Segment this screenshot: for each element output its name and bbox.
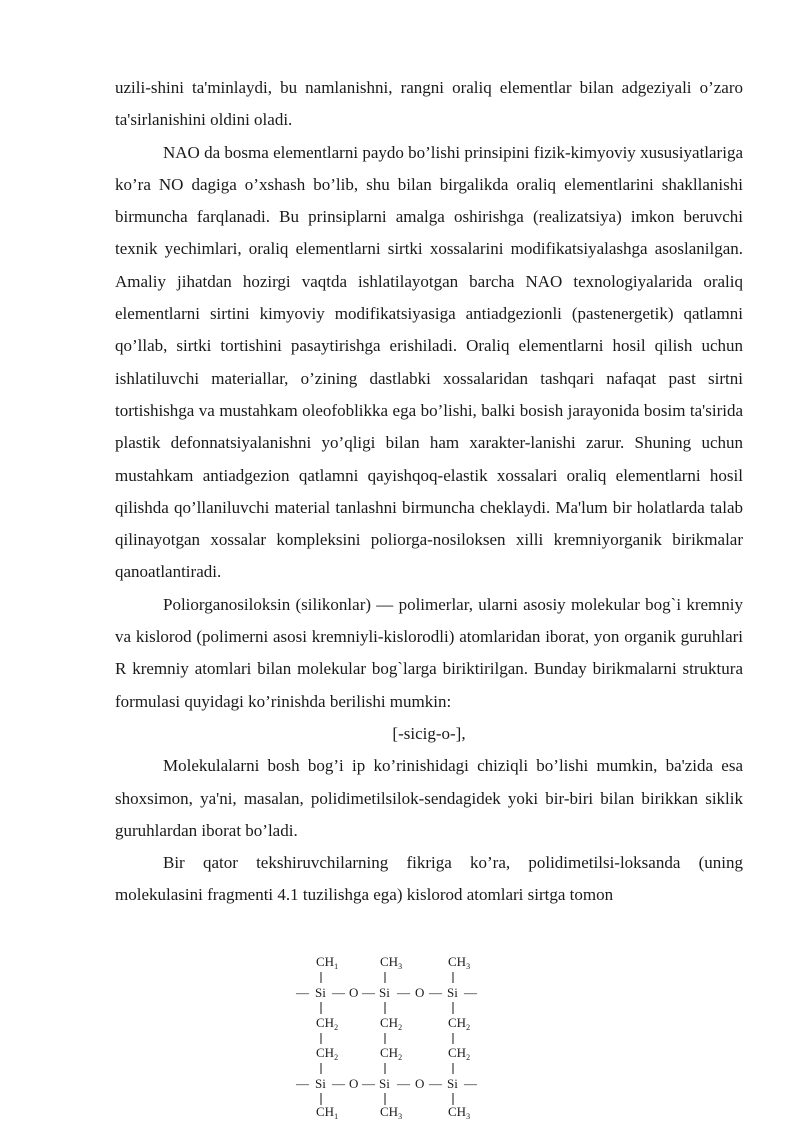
paragraph-nao-principle: NAO da bosma elementlarni paydo bo’lishi prinsipini fizik-kimyoviy xususiyatlariga ko’ra NO dagiga o’xshash bo’lib, shu bilan birgalikda oraliq elementlarini shakllanishi birmuncha farqlanadi. Bu prinsiplarni amalga oshirishga (realizatsiya) imkon beruvchi texnik yechimlari, oraliq elementlarni sirtki xossalarini modifikatsiyalashga asoslanilgan. Amaliy jihatdan hozirgi vaqtda ishlatilayotgan barcha NAO texnologiyalarida oraliq elementlarni sirtini kimyoviy modifikatsiyasiga antiadgezionli (pastenergetik) qatlamni qo’llab, sirtki tortishini pasaytirishga erishiladi. Oraliq elementlarni hosil qilish uchun ishlatiluvchi materiallar, o’zining dastlabki xossalaridan tashqari nafaqat past sirtni tortishishga va mustahkam oleofoblikka ega bo’lishi, balki bosish jarayonida bosim ta'sirida plastik defonnatsiyalanishni yo’qligi bilan ham xarakter-lanishi zarur. Shuning uchun mustahkam antiadgezion qatlamni qayishqoq-elastik xossalari oraliq elementlarni hosil qilishda qo’llaniluvchi material tanlashni birmuncha cheklaydi. Ma'lum bir holatlarda talab qilinayotgan xossalar kompleksini poliorga-nosiloksen xilli kremniyorganik birikmalar qanoatlantiradi. — [115, 142, 743, 582]
chain-dash: — — [332, 985, 345, 1000]
chain-dash: — — [429, 1076, 442, 1091]
paragraph-researchers: Bir qator tekshiruvchilarning fikriga ko’ra, polidimetilsi-loksanda (uning molekulasini fragmenti 4.1 tuzilishga ega) kislorod atomlari sirtga tomon — [115, 853, 743, 905]
chain-top-si-3: Si — [447, 985, 458, 1000]
top-ch-group-1: $CH_1$ — [316, 954, 339, 971]
chain-dash: — — [362, 985, 375, 1000]
chain-bottom-si-1: Si — [315, 1076, 326, 1091]
chain-dash: — — [429, 985, 442, 1000]
chain-dash: — — [296, 985, 309, 1000]
chain-bottom-si-3: Si — [447, 1076, 458, 1091]
structure-formula: [-sicig-o-], — [392, 723, 466, 743]
chain-bottom-o-1: O — [349, 1076, 359, 1091]
siloxane-structure-svg — [280, 952, 490, 1122]
paragraph-molecular-chain: Molekulalarni bosh bog’i ip ko’rinishidagi chiziqli bo’lishi mumkin, ba'zida esa shoxsimon, ya'ni, masalan, polidimetilsilok-sendagidek yoki bir-biri bilan birikkan siklik guruhlardan iborat bo’ladi. — [115, 756, 743, 840]
chain-dash: — — [464, 1076, 477, 1091]
mid-ch2-lower-3: $CH_2$ — [448, 1045, 471, 1062]
chain-bottom-si-2: Si — [379, 1076, 390, 1091]
chain-dash: — — [296, 1076, 309, 1091]
top-ch-group-2: $CH_3$ — [380, 954, 403, 971]
top-ch-group-3: $CH_3$ — [448, 954, 471, 971]
document-page — [115, 72, 743, 912]
mid-ch2-upper-1: $CH_2$ — [316, 1015, 339, 1032]
chain-dash: — — [332, 1076, 345, 1091]
mid-ch2-upper-2: $CH_2$ — [380, 1015, 403, 1032]
mid-ch2-upper-3: $CH_2$ — [448, 1015, 471, 1032]
mid-ch2-lower-2: $CH_2$ — [380, 1045, 403, 1062]
chain-dash: — — [397, 985, 410, 1000]
chain-top-si-1: Si — [315, 985, 326, 1000]
paragraph-polyorganosiloxane: Poliorganosiloksin (silikonlar) — polimerlar, ularni asosiy molekular bog`i kremniy va kislorod (polimerni asosi kremniyli-kislorodli) atomlaridan iborat, yon organik guruhlari R kremniy atomlari bilan molekular bog`larga biriktirilgan. Bunday birikmalarni struktura formulasi quyidagi ko’rinishda berilishi mumkin: — [115, 594, 743, 711]
chain-top-si-2: Si — [379, 985, 390, 1000]
paragraph-continuation: uzili-shini ta'minlaydi, bu namlanishni, rangni oraliq elementlar bilan adgeziyali o’zaro ta'sirlanishini oldini oladi. — [115, 78, 743, 130]
bottom-ch-group-2: $CH_3$ — [380, 1104, 403, 1121]
siloxane-structure-diagram — [280, 952, 490, 1122]
chain-bottom-o-2: O — [415, 1076, 425, 1091]
mid-ch2-lower-1: $CH_2$ — [316, 1045, 339, 1062]
chain-dash: — — [397, 1076, 410, 1091]
chain-top-o-2: O — [415, 985, 425, 1000]
chain-top-o-1: O — [349, 985, 359, 1000]
bottom-ch-group-1: $CH_1$ — [316, 1104, 339, 1121]
bottom-ch-group-3: $CH_3$ — [448, 1104, 471, 1121]
chain-dash: — — [362, 1076, 375, 1091]
chain-dash: — — [464, 985, 477, 1000]
